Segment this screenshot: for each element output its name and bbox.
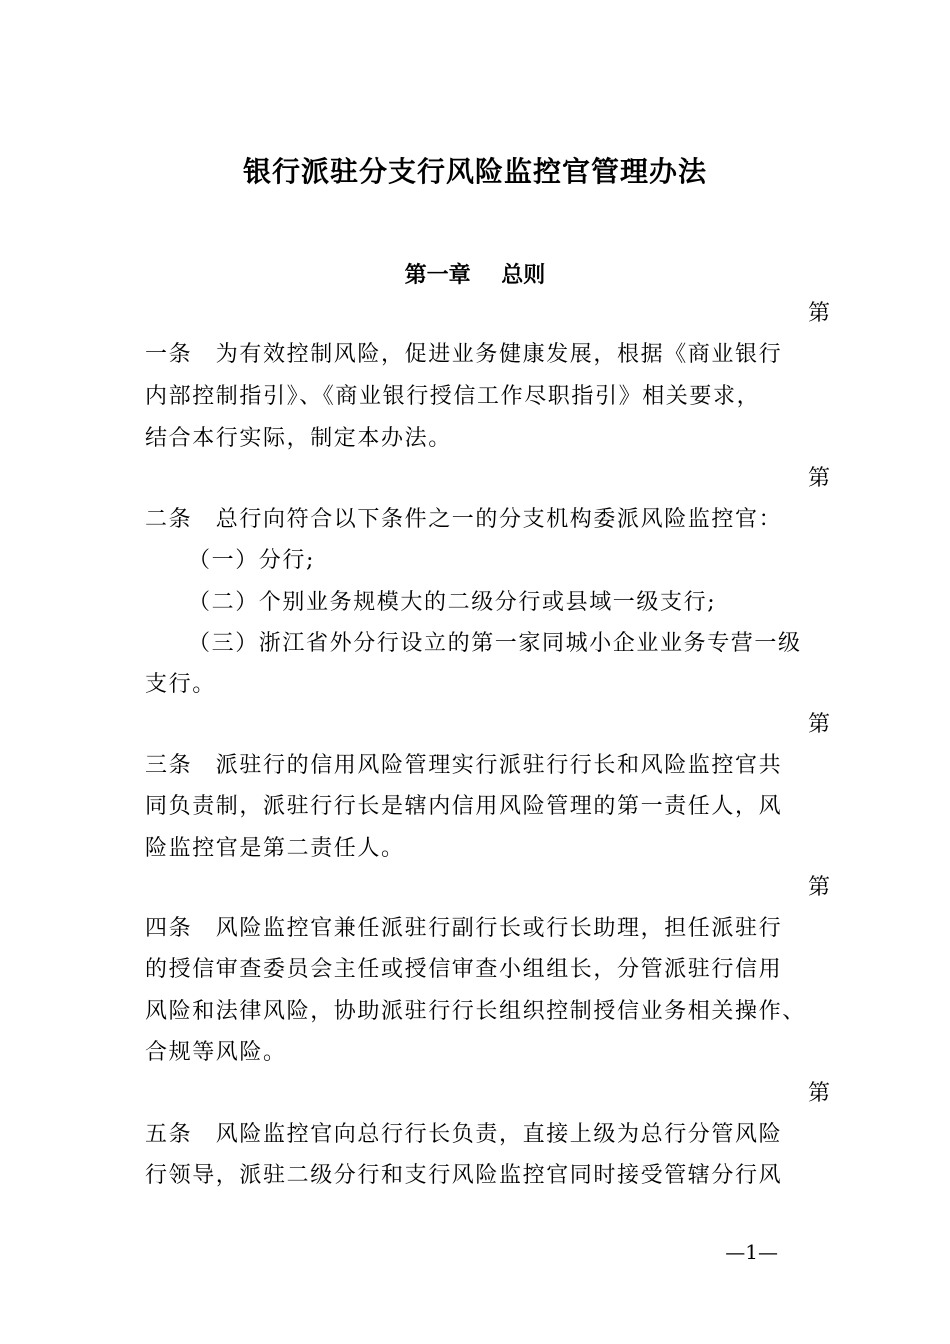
article-3-line-2: 同负责制，派驻行行长是辖内信用风险管理的第一责任人，风 — [145, 794, 783, 819]
article-label-first: 第 — [807, 301, 830, 326]
article-5-line-2: 行领导，派驻二级分行和支行风险监控官同时接受管辖分行风 — [145, 1163, 783, 1188]
article-2-line-1: 二条 总行向符合以下条件之一的分支机构委派风险监控官： — [145, 507, 783, 532]
article-label-second: 第 — [807, 466, 830, 491]
article-label-fifth: 第 — [807, 1081, 830, 1106]
article-2-item-2: （二）个别业务规模大的二级分行或县域一级支行; — [188, 590, 717, 615]
article-4-line-3: 风险和法律风险，协助派驻行行长组织控制授信业务相关操作、 — [145, 999, 806, 1024]
article-1-line-2: 内部控制指引》、《商业银行授信工作尽职指引》相关要求， — [145, 384, 761, 409]
article-3-line-1: 三条 派驻行的信用风险管理实行派驻行行长和风险监控官共 — [145, 753, 783, 778]
article-label-third: 第 — [807, 712, 830, 737]
article-5-line-1: 五条 风险监控官向总行行长负责，直接上级为总行分管风险 — [145, 1122, 783, 1147]
article-2-item-3-cont: 支行。 — [145, 672, 216, 697]
document-title: 银行派驻分支行风险监控官管理办法 — [242, 155, 707, 188]
article-2-item-1: （一）分行; — [188, 548, 316, 573]
article-label-fourth: 第 — [807, 875, 830, 900]
article-4-line-2: 的授信审查委员会主任或授信审查小组组长，分管派驻行信用 — [145, 957, 783, 982]
article-1-line-3: 结合本行实际，制定本办法。 — [145, 426, 452, 451]
article-1-line-1: 一条 为有效控制风险，促进业务健康发展，根据《商业银行 — [145, 342, 783, 367]
article-4-line-4: 合规等风险。 — [145, 1040, 287, 1065]
article-3-line-3: 险监控官是第二责任人。 — [145, 836, 405, 861]
article-4-line-1: 四条 风险监控官兼任派驻行副行长或行长助理，担任派驻行 — [145, 916, 783, 941]
page-number: —1— — [725, 1240, 778, 1264]
chapter-title: 第一章 总则 — [404, 263, 546, 288]
article-2-item-3: （三）浙江省外分行设立的第一家同城小企业业务专营一级 — [188, 631, 802, 656]
